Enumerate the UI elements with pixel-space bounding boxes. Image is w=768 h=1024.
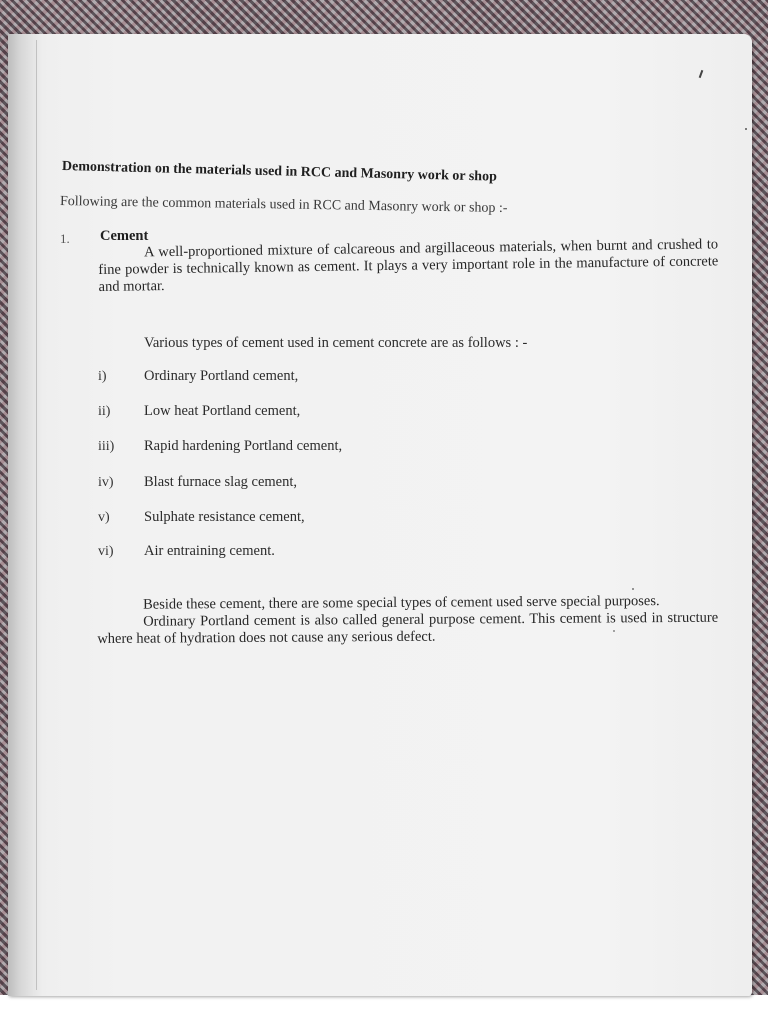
speck xyxy=(745,128,747,130)
list-item-number: ii) xyxy=(98,404,111,419)
list-item: Sulphate resistance cement, xyxy=(144,509,305,525)
list-item-number: iv) xyxy=(98,475,114,490)
section-number: 1. xyxy=(60,231,70,246)
speck xyxy=(632,588,634,590)
document-title: Demonstration on the materials used in RCC and Masonry work or shop xyxy=(61,159,498,185)
list-item: Air entraining cement. xyxy=(144,543,275,559)
intro-line: Following are the common materials used in RCC and Masonry work or shop :- xyxy=(59,194,508,217)
closing-paragraphs xyxy=(97,593,718,648)
list-item-number: i) xyxy=(98,369,107,384)
closing-text-1: Beside these cement, there are some special types of cement used serve special purposes. xyxy=(142,593,660,613)
pen-mark xyxy=(699,70,704,78)
list-item-number: v) xyxy=(98,510,110,525)
list-item-number: vi) xyxy=(98,544,114,559)
list-item: Low heat Portland cement, xyxy=(144,403,301,419)
list-item: Rapid hardening Portland cement, xyxy=(144,438,343,454)
closing-paragraph-2 xyxy=(97,610,718,648)
cement-definition-paragraph: A well-proportioned mixture of calcareous and argillaceous materials, when burnt and crushed to fine powder is technically known as cement. It plays a very important role in the manufacture of concrete and mortar. xyxy=(98,236,719,295)
list-item: Blast furnace slag cement, xyxy=(144,474,297,490)
types-intro: Various types of cement used in cement concrete are as follows : - xyxy=(144,335,528,351)
section-heading: Cement xyxy=(100,228,149,244)
list-item-number: iii) xyxy=(98,439,115,454)
closing-text-2: Ordinary Portland cement is also called general purpose cement. This cement is used in structure where heat of hydration does not cause any serious defect. xyxy=(97,609,719,647)
list-item: Ordinary Portland cement, xyxy=(144,368,299,384)
